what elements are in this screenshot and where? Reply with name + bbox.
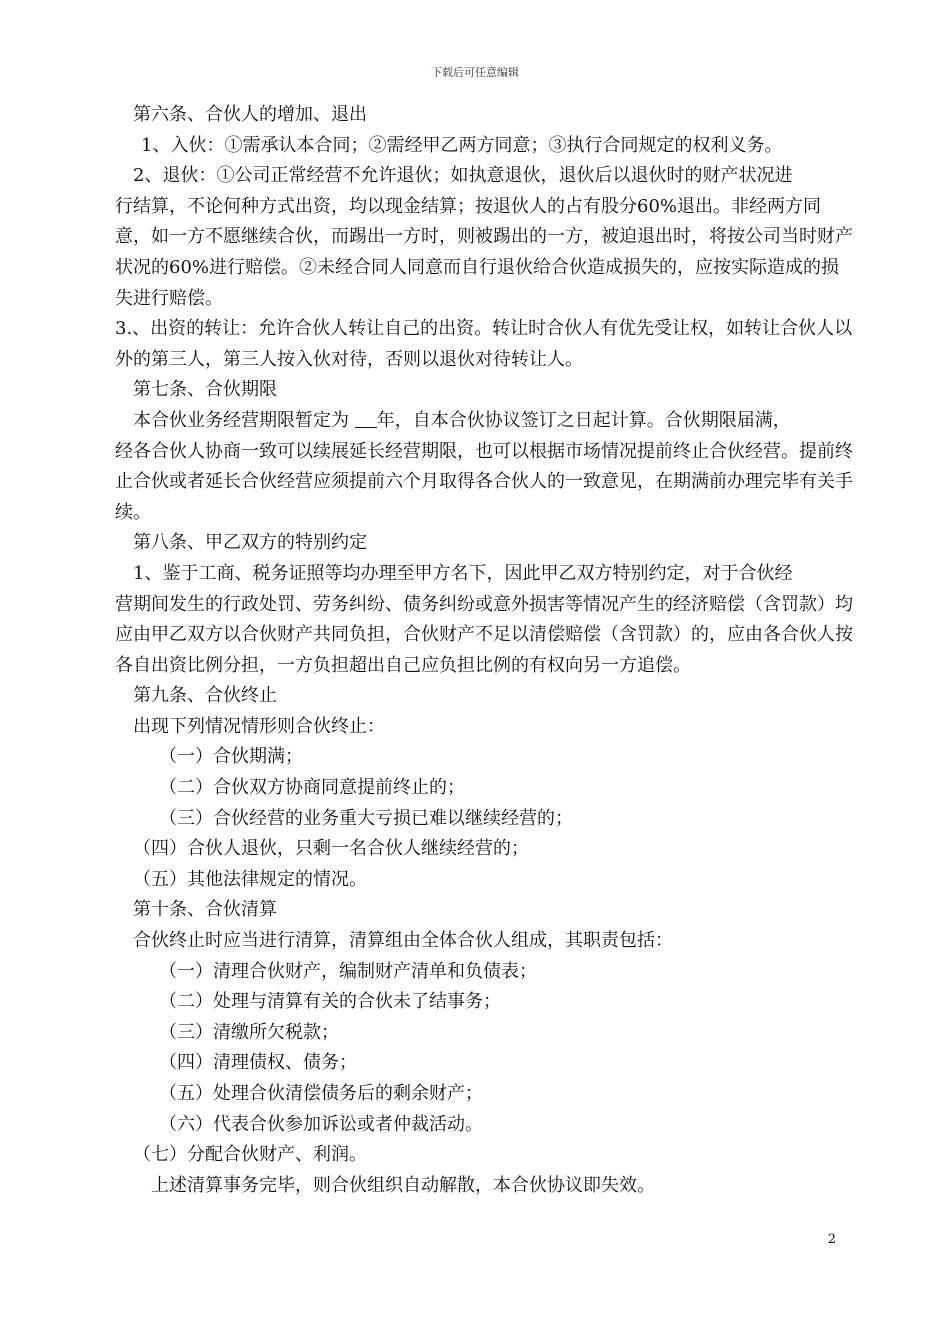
article-9-item: （四）合伙人退伙，只剩一名合伙人继续经营的； bbox=[133, 838, 529, 860]
article-6-clause-3: 3.、出资的转让：允许合伙人转让自己的出资。转让时合伙人有优先受让权，如转让合伙人以外的第三人，第三人按入伙对待，否则以退伙对待转让人。 bbox=[115, 318, 853, 370]
article-9-item: （五）其他法律规定的情况。 bbox=[133, 868, 367, 890]
article-10-closing: 上述清算事务完毕，则合伙组织自动解散，本合伙协议即失效。 bbox=[151, 1174, 655, 1196]
article-10-item: （七）分配合伙财产、利润。 bbox=[133, 1144, 367, 1166]
article-10-item: （五）处理合伙清偿债务后的剩余财产； bbox=[159, 1083, 483, 1104]
article-8-title: 第八条、甲乙双方的特别约定 bbox=[133, 532, 367, 554]
article-7-body: 经各合伙人协商一致可以续展延长经营期限，也可以根据市场情况提前终止合伙经营。提前终止合伙或者延长合伙经营应须提前六个月取得各合伙人的一致意见，在期满前办理完毕有关手续。 bbox=[115, 440, 853, 523]
article-8-body: 营期间发生的行政处罚、劳务纠纷、债务纠纷或意外损害等情况产生的经济赔偿（含罚款）均应由甲乙双方以合伙财产共同负担，合伙财产不足以清偿赔偿（含罚款）的，应由各合伙人按各自出资比例分担，一方负担超出自己应负担比例的有权向另一方追偿。 bbox=[115, 593, 853, 676]
article-6-clause-2: 行结算，不论何种方式出资，均以现金结算；按退伙人的占有股分60%退出。非经两方同意，如一方不愿继续合伙，而踢出一方时，则被踢出的一方，被迫退出时，将按公司当时财产状况的60%进行赔偿。②未经合同人同意而自行退伙给合伙造成损失的，应按实际造成的损失进行赔偿。 bbox=[115, 195, 853, 309]
article-7-title: 第七条、合伙期限 bbox=[133, 379, 277, 401]
article-10-item: （六）代表合伙参加诉讼或者仲裁活动。 bbox=[159, 1113, 483, 1135]
article-8-first-line: 1、鉴于工商、税务证照等均办理至甲方名下，因此甲乙双方特别约定，对于合伙经 bbox=[133, 562, 793, 584]
article-9-title: 第九条、合伙终止 bbox=[133, 685, 277, 707]
article-9-item: （三）合伙经营的业务重大亏损已难以继续经营的； bbox=[159, 807, 573, 829]
article-9-item: （一）合伙期满； bbox=[159, 746, 303, 768]
article-10-item: （四）清理债权、债务； bbox=[159, 1052, 357, 1074]
term-blank bbox=[355, 411, 377, 428]
article-10-item: （二）处理与清算有关的合伙未了结事务； bbox=[159, 991, 501, 1013]
article-6-title: 第六条、合伙人的增加、退出 bbox=[133, 104, 367, 125]
page-header: 下载后可任意编辑 bbox=[431, 66, 519, 79]
article-10-item: （一）清理合伙财产，编制财产清单和负债表； bbox=[159, 960, 537, 982]
article-9-item: （二）合伙双方协商同意提前终止的； bbox=[159, 777, 465, 799]
article-10-intro: 合伙终止时应当进行清算，清算组由全体合伙人组成，其职责包括： bbox=[133, 930, 673, 952]
article-7-first-line bbox=[115, 406, 855, 437]
article-6-clause-1: 1、入伙：①需承认本合同；②需经甲乙两方同意；③执行合同规定的权利义务。 bbox=[141, 134, 783, 156]
article-10-item: （三）清缴所欠税款； bbox=[159, 1021, 339, 1043]
article-10-title: 第十条、合伙清算 bbox=[133, 899, 277, 921]
document-body bbox=[115, 100, 855, 1201]
article-9-intro: 出现下列情况情形则合伙终止： bbox=[133, 715, 385, 737]
page-number: 2 bbox=[827, 1232, 836, 1247]
article-7-text-b: 年，自本合伙协议签订之日起计算。合伙期限届满， bbox=[376, 409, 791, 431]
article-7-text-a: 本合伙业务经营期限暂定为 bbox=[133, 409, 349, 431]
article-6-clause-2-first-line: 2、退伙：①公司正常经营不允许退伙；如执意退伙，退伙后以退伙时的财产状况进 bbox=[133, 165, 793, 187]
